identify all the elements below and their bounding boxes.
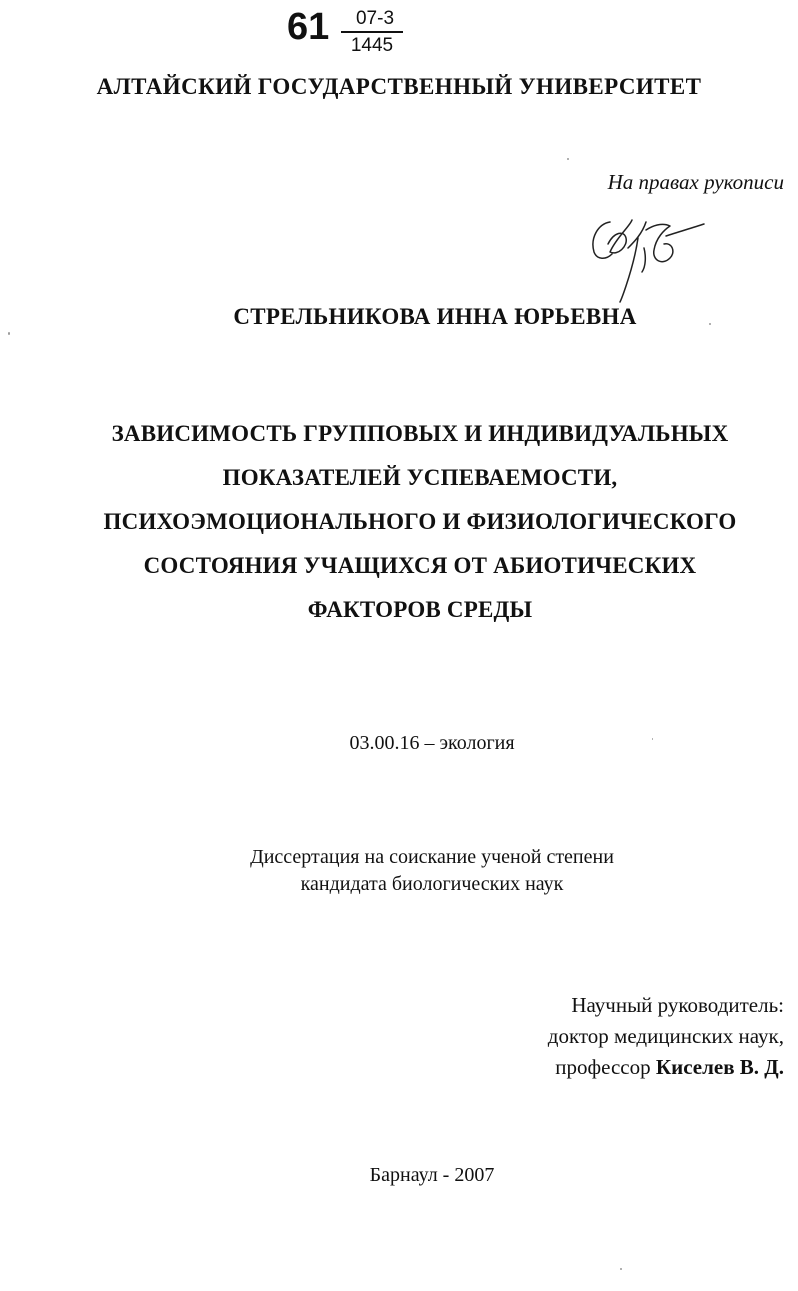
title-line: ПСИХОЭМОЦИОНАЛЬНОГО И ФИЗИОЛОГИЧЕСКОГО — [103, 509, 737, 534]
title-line: ФАКТОРОВ СРЕДЫ — [307, 597, 533, 622]
manuscript-note: На правах рукописи — [607, 170, 784, 194]
dissertation-title — [60, 412, 780, 632]
signature-image — [580, 208, 710, 308]
scan-speck — [652, 738, 653, 740]
catalog-fraction — [341, 8, 403, 57]
catalog-fraction-line — [341, 31, 403, 33]
scan-speck — [567, 158, 569, 160]
supervisor-role: Научный руководитель: — [571, 993, 784, 1017]
degree-line: кандидата биологических наук — [300, 873, 564, 895]
supervisor-name: Киселев В. Д. — [655, 1055, 784, 1079]
university-name: АЛТАЙСКИЙ ГОСУДАРСТВЕННЫЙ УНИВЕРСИТЕТ — [96, 74, 702, 99]
title-line: ЗАВИСИМОСТЬ ГРУППОВЫХ И ИНДИВИДУАЛЬНЫХ — [111, 421, 729, 446]
city-year: Барнаул - 2007 — [369, 1164, 495, 1186]
catalog-number: 61 — [287, 6, 330, 48]
catalog-fraction-top: 07-3 — [355, 8, 395, 29]
supervisor-credentials: доктор медицинских наук, — [547, 1024, 784, 1048]
title-line: СОСТОЯНИЯ УЧАЩИХСЯ ОТ АБИОТИЧЕСКИХ — [143, 553, 697, 578]
catalog-fraction-bottom: 1445 — [350, 35, 394, 56]
supervisor-block — [380, 990, 784, 1083]
title-line: ПОКАЗАТЕЛЕЙ УСПЕВАЕМОСТИ, — [222, 465, 618, 490]
scan-speck — [620, 1268, 622, 1270]
degree-statement — [0, 844, 798, 898]
supervisor-line — [380, 1052, 784, 1083]
scan-speck — [709, 323, 711, 325]
catalog-stamp — [287, 4, 427, 64]
specialty-code: 03.00.16 – экология — [349, 732, 515, 754]
degree-line: Диссертация на соискание ученой степени — [250, 846, 614, 868]
author-name: СТРЕЛЬНИКОВА ИННА ЮРЬЕВНА — [233, 304, 637, 329]
supervisor-title: профессор — [555, 1055, 656, 1079]
scan-speck — [8, 332, 10, 335]
